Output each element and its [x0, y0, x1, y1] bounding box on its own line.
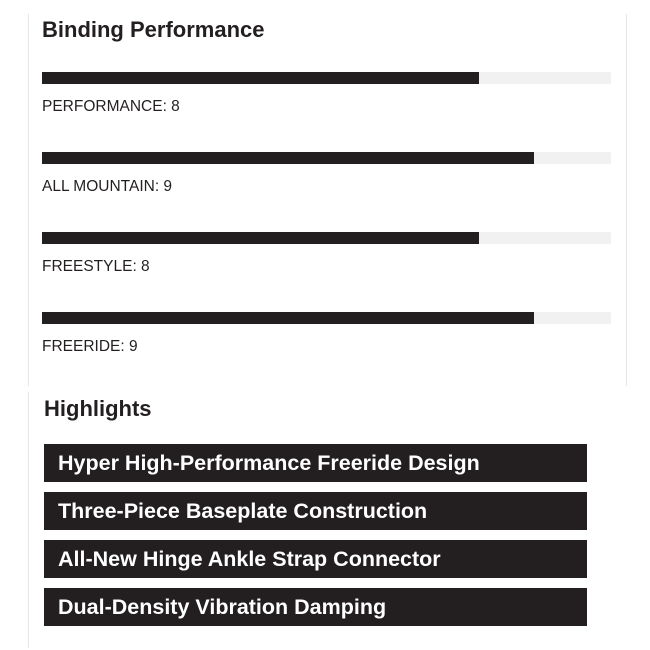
panel-divider: [28, 14, 29, 386]
rating-label: ALL MOUNTAIN: 9: [42, 178, 173, 195]
rating-performance: [42, 72, 611, 152]
highlights-list: [44, 444, 587, 636]
rating-bar-fill: [42, 232, 479, 244]
rating-bar-track: [42, 152, 611, 164]
rating-label: FREESTYLE: 8: [42, 258, 150, 275]
performance-section-title: Binding Performance: [42, 17, 265, 42]
highlight-item: Dual-Density Vibration Damping: [44, 588, 587, 626]
rating-bar-fill: [42, 152, 534, 164]
highlight-item: Three-Piece Baseplate Construction: [44, 492, 587, 530]
rating-bar-fill: [42, 72, 479, 84]
rating-label: FREERIDE: 9: [42, 338, 138, 355]
highlight-item: Hyper High-Performance Freeride Design: [44, 444, 587, 482]
rating-bar-track: [42, 72, 611, 84]
panel-divider: [28, 392, 29, 648]
rating-bar-track: [42, 312, 611, 324]
highlight-item: All-New Hinge Ankle Strap Connector: [44, 540, 587, 578]
rating-freestyle: [42, 232, 611, 312]
panel-divider: [626, 14, 627, 386]
rating-all-mountain: [42, 152, 611, 232]
rating-bar-fill: [42, 312, 534, 324]
rating-label: PERFORMANCE: 8: [42, 98, 180, 115]
performance-ratings: [42, 72, 611, 392]
highlights-section-title: Highlights: [44, 396, 152, 421]
rating-freeride: [42, 312, 611, 392]
rating-bar-track: [42, 232, 611, 244]
